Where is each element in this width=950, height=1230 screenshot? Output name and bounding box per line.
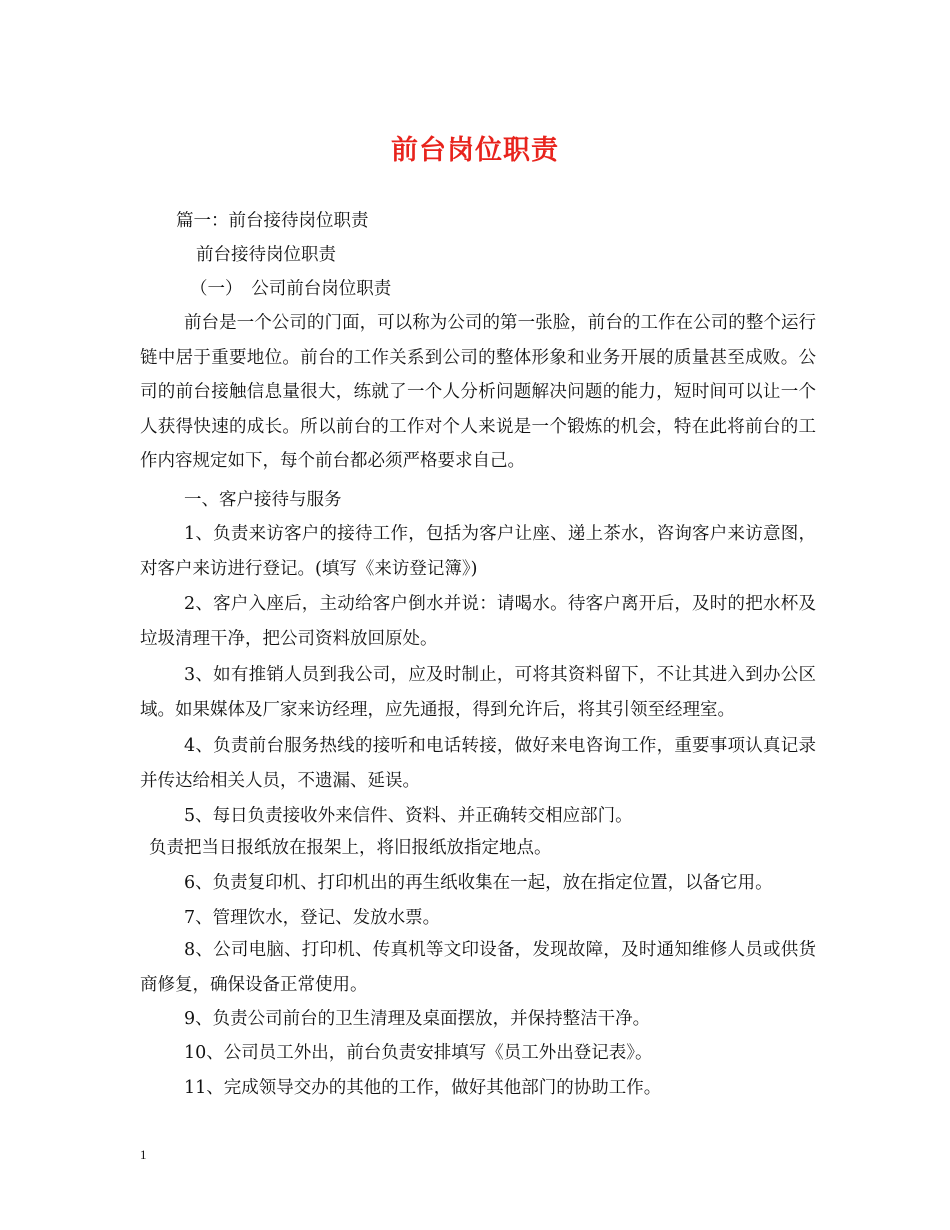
list-item: 8、公司电脑、打印机、传真机等文印设备，发现故障，及时通知维修人员或供货商修复，确保设备正常使用。 <box>140 940 816 995</box>
service-heading: 一、客户接待与服务 <box>184 490 342 510</box>
list-item: 9、负责公司前台的卫生清理及桌面摆放，并保持整洁干净。 <box>184 1009 651 1029</box>
part-heading: （一） 公司前台岗位职责 <box>190 279 392 299</box>
intro-paragraph: 前台是一个公司的门面，可以称为公司的第一张脸，前台的工作在公司的整个运行链中居于重要地位。前台的工作关系到公司的整体形象和业务开展的质量甚至成败。公司的前台接触信息量很大，练就了一个人分析问题解决问题的能力，短时间可以让一个人获得快速的成长。所以前台的工作对个人来说是一个锻炼的机会，特在此将前台的工作内容规定如下，每个前台都必须严格要求自己。 <box>140 313 816 471</box>
subheading: 前台接待岗位职责 <box>196 245 336 265</box>
list-item: 3、如有推销人员到我公司，应及时制止，可将其资料留下，不让其进入到办公区域。如果媒体及厂家来访经理，应先通报，得到允许后，将其引领至经理室。 <box>140 665 816 720</box>
list-item: 7、管理饮水，登记、发放水票。 <box>184 908 441 928</box>
list-item: 10、公司员工外出，前台负责安排填写《员工外出登记表》。 <box>184 1043 653 1063</box>
list-item: 11、完成领导交办的其他的工作，做好其他部门的协助工作。 <box>184 1078 662 1098</box>
page-title: 前台岗位职责 <box>391 135 559 166</box>
page-number: 1 <box>140 1147 147 1162</box>
list-item: 5、每日负责接收外来信件、资料、并正确转交相应部门。 <box>184 806 633 826</box>
list-item: 4、负责前台服务热线的接听和电话转接，做好来电咨询工作，重要事项认真记录并传达给相关人员，不遗漏、延误。 <box>140 736 816 791</box>
list-item: 负责把当日报纸放在报架上，将旧报纸放指定地点。 <box>149 838 552 858</box>
section-heading: 篇一：前台接待岗位职责 <box>176 211 369 231</box>
list-item: 2、客户入座后，主动给客户倒水并说：请喝水。待客户离开后，及时的把水杯及垃圾清理干净，把公司资料放回原处。 <box>140 594 816 649</box>
list-item: 6、负责复印机、打印机出的再生纸收集在一起，放在指定位置，以备它用。 <box>184 873 773 893</box>
list-item: 1、负责来访客户的接待工作，包括为客户让座、递上茶水，咨询客户来访意图，对客户来访进行登记。(填写《来访登记簿》) <box>140 524 816 579</box>
